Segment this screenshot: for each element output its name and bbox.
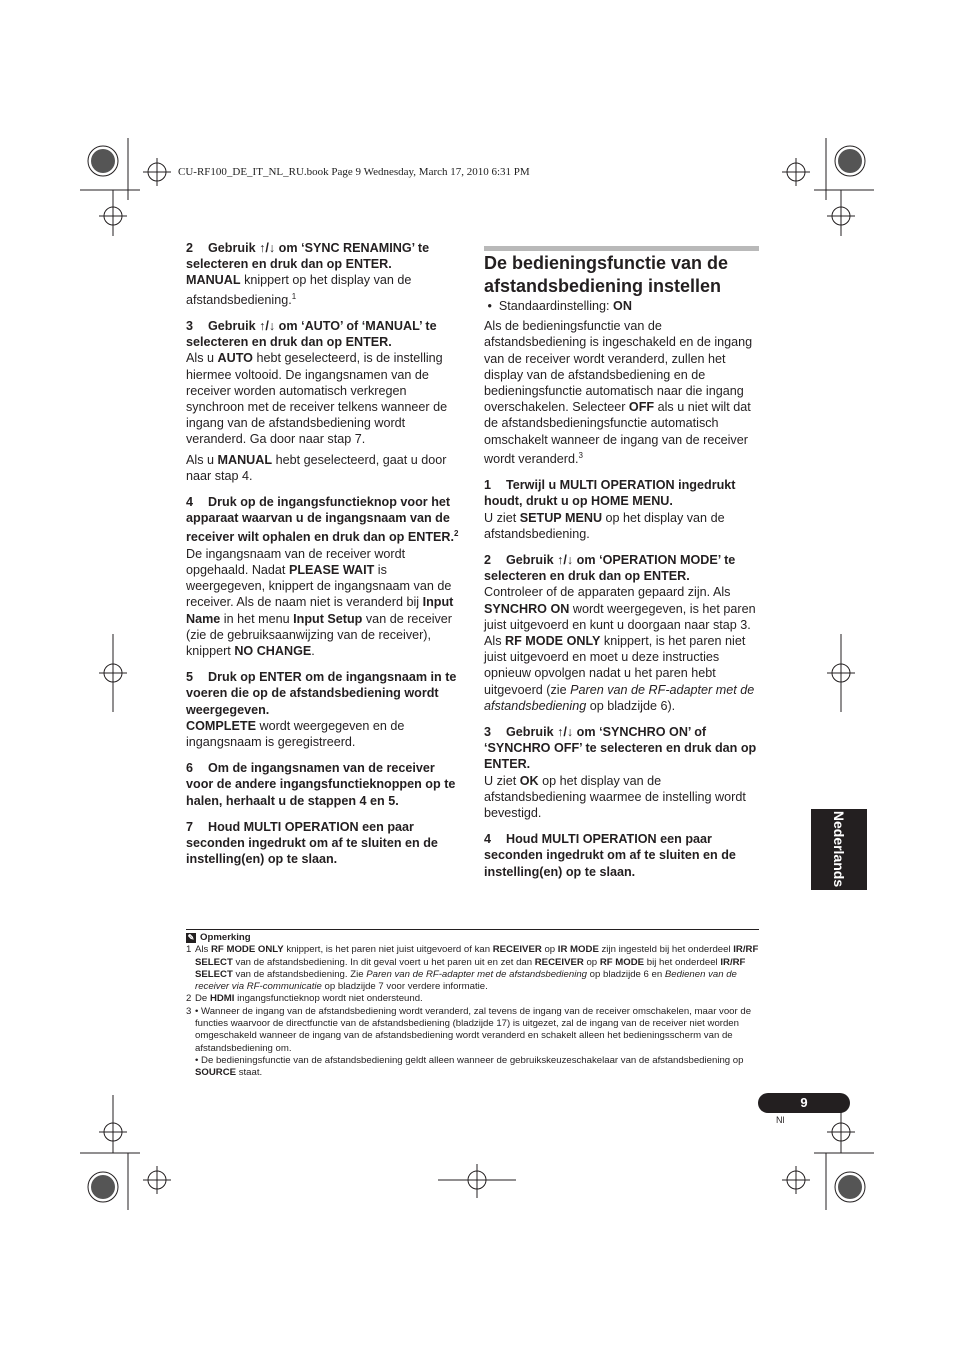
step-heading	[186, 318, 461, 350]
step-number: 4	[186, 495, 194, 510]
text-run: als u niet wilt dat de afstandsbedieningsfunctie automatisch omschakelt wanneer de ingang van de receiver wordt veranderd.	[484, 400, 751, 467]
text-run: ingangsfunctieknop wordt niet ondersteund.	[234, 993, 423, 1005]
step-body	[186, 718, 461, 750]
step-body	[484, 510, 759, 542]
text-run: SYNCHRO ON	[484, 601, 570, 616]
footnote-number: 3	[186, 1005, 192, 1017]
text-run: 1	[291, 291, 297, 301]
notes-section	[186, 932, 761, 1080]
step-heading-text: Gebruik ↑/↓ om ‘AUTO’ of ‘MANUAL’ te selecteren en druk dan op ENTER.	[186, 319, 437, 350]
text-run: U ziet	[484, 510, 520, 525]
text-run: Bedienen van de receiver via RF-communicatie	[195, 968, 737, 993]
step-heading-text: Gebruik ↑/↓ om ‘OPERATION MODE’ te selecteren en druk dan op ENTER.	[484, 553, 736, 584]
text-run: Als u	[186, 452, 218, 467]
step-body	[186, 546, 461, 659]
text-run: IR MODE	[557, 944, 599, 956]
text-run: RF MODE	[599, 956, 645, 968]
text-run: Input Setup	[293, 611, 363, 626]
text-run: op bladzijde 6 en	[587, 968, 665, 980]
text-run: .	[311, 644, 315, 659]
text-run: knippert, is het paren niet juist uitgevoerd en moet u deze instructies opnieuw opvolgen nadat u het paren hebt uitgevoerd (zie	[484, 634, 746, 697]
step-heading	[484, 831, 759, 880]
text-run: PLEASE WAIT	[288, 563, 375, 578]
step-number: 4	[484, 832, 492, 847]
text-run: van de afstandsbediening. In dit geval voert u het paren uit en zet dan	[232, 956, 535, 968]
text-run: OFF	[628, 400, 655, 415]
book-info-line: CU-RF100_DE_IT_NL_RU.book Page 9 Wednesday, March 17, 2010 6:31 PM	[178, 166, 530, 178]
step-number: 3	[186, 319, 194, 333]
text-run: in het menu	[220, 611, 294, 626]
section-title: De bedieningsfunctie van de afstandsbediening instellen	[484, 253, 729, 296]
step-number: 5	[186, 670, 194, 685]
step-heading-text: Druk op de ingangsfunctieknop voor het apparaat waarvan u de ingangsnaam van de receiver wilt ophalen en druk dan op ENTER.	[186, 495, 455, 545]
step-number: 3	[484, 725, 492, 740]
step-number: 2	[186, 241, 194, 255]
text-run: De ingangsnaam van de receiver wordt opgehaald. Nadat	[186, 546, 406, 578]
step-heading	[484, 724, 759, 773]
text-run: RF MODE ONLY	[211, 944, 284, 956]
footnote	[186, 944, 761, 993]
text-run: AUTO	[217, 351, 253, 366]
text-run: wordt weergegeven en de ingangsnaam is geregistreerd.	[186, 718, 405, 750]
text-run: Controleer of de apparaten gepaard zijn. Als	[484, 585, 731, 600]
page-number: 9	[758, 1093, 850, 1113]
right-column	[484, 298, 759, 880]
text-run: wordt weergegeven, is het paren juist uitgevoerd en kunt u doorgaan naar stap 3. Als	[484, 601, 756, 649]
text-run: Input Name	[186, 595, 454, 626]
step-heading	[186, 494, 461, 546]
step-heading-text: Gebruik ↑/↓ om ‘SYNC RENAMING’ te selecteren en druk dan op ENTER.	[186, 241, 430, 272]
text-run: van de afstandsbediening. Zie	[232, 968, 367, 980]
text-run: U ziet	[484, 773, 520, 788]
text-run: knippert op het display van de afstandsbediening.	[186, 273, 412, 307]
step-number: 2	[484, 553, 492, 568]
right-steps	[484, 477, 759, 880]
text-run: RECEIVER	[492, 944, 542, 956]
footnote-number: 1	[186, 944, 192, 956]
text-run: op	[541, 944, 558, 956]
footnote	[186, 1055, 761, 1080]
step-body	[484, 584, 759, 714]
language-code: Nl	[776, 1115, 785, 1125]
text-run: op bladzijde 6).	[586, 698, 676, 713]
step-heading-text: Gebruik ↑/↓ om ‘SYNCHRO ON’ of ‘SYNCHRO OFF’ te selecteren en druk dan op ENTER.	[484, 725, 757, 772]
text-run: op het display van de afstandsbediening waarmee de instelling wordt bevestigd.	[484, 773, 746, 821]
footnote-number: 2	[186, 993, 192, 1005]
step-heading	[186, 669, 461, 718]
step-number: 6	[186, 761, 194, 776]
text-run: hebt geselecteerd, is de instelling hiermee voltooid. De ingangsnamen van de receiver worden automatisch verkregen synchroon met de receiver telkens wanneer de ingang van de afstandsbediening wordt veranderd. Ga door naar stap 7.	[186, 351, 448, 447]
text-run: zijn ingesteld bij het onderdeel	[598, 944, 734, 956]
step-heading	[186, 240, 461, 272]
text-run: bij het onderdeel	[644, 956, 721, 968]
text-run: van de receiver (zie de gebruiksaanwijzing van de receiver), knippert	[186, 611, 452, 659]
default-setting: • Standaardinstelling: ON	[484, 299, 632, 313]
text-run: op het display van de afstandsbediening.	[484, 510, 725, 541]
text-run: Paren van de RF-adapter met de afstandsbediening	[366, 968, 587, 980]
step-body	[186, 452, 461, 484]
step-body	[484, 773, 759, 822]
notes-rule	[186, 929, 759, 930]
text-run: is weergegeven, knippert de ingangsnaam van de receiver. Als de naam niet is veranderd bij	[186, 563, 452, 610]
text-run: Als de bedieningsfunctie van de afstandsbediening is ingeschakeld en de ingang van de receiver wordt veranderd, zullen het display van de afstandsbediening en de bedieningsfunctie automatisch naar die ingang overschakelen. Selecteer	[484, 319, 753, 415]
text-run: COMPLETE	[186, 718, 256, 733]
notes-heading: Opmerking	[200, 932, 251, 943]
step-heading	[484, 552, 759, 584]
step-heading-text: Om de ingangsnamen van de receiver voor de andere ingangsfunctieknoppen op te halen, herhaalt u de stappen 4 en 5.	[186, 761, 456, 808]
text-run: De	[195, 993, 210, 1005]
step-heading-text: Druk op ENTER om de ingangsnaam in te voeren die op de afstandsbediening wordt weergegeven.	[186, 670, 457, 717]
text-run: Paren van de RF-adapter met de afstandsbediening	[484, 682, 755, 713]
text-run: HDMI	[209, 993, 235, 1005]
step-heading-text: Terwijl u MULTI OPERATION ingedrukt houdt, drukt u op HOME MENU.	[484, 478, 736, 509]
left-column	[186, 240, 461, 867]
text-run: 3	[578, 450, 583, 460]
text-run: SETUP MENU	[519, 510, 603, 525]
text-run: Als u	[186, 351, 218, 366]
text-run: IR/RF SELECT	[195, 956, 746, 980]
section-bar	[484, 246, 759, 251]
note-icon: ✎	[187, 933, 195, 943]
text-run: SOURCE	[195, 1067, 237, 1079]
section-intro	[484, 318, 759, 467]
text-run: MANUAL	[186, 273, 241, 288]
text-run: Als	[195, 944, 211, 956]
step-number: 1	[484, 478, 492, 493]
step-number: 7	[186, 819, 194, 834]
text-run: IR/RF SELECT	[195, 944, 759, 968]
text-run: OK	[519, 773, 539, 788]
step-body	[186, 350, 461, 447]
text-run: knippert, is het paren niet juist uitgevoerd of kan	[283, 944, 493, 956]
text-run: NO CHANGE	[234, 644, 312, 659]
step-heading	[186, 760, 461, 809]
text-run: • De bedieningsfunctie van de afstandsbediening geldt alleen wanneer de gebruikskeuzeschakelaar van de afstandsbediening op	[195, 1054, 744, 1066]
step-body	[186, 272, 461, 308]
footnote	[186, 1006, 761, 1055]
step-heading	[186, 819, 461, 868]
text-run: MANUAL	[217, 452, 273, 467]
step-heading-text: Houd MULTI OPERATION een paar seconden ingedrukt om af te sluiten en de instelling(en) op te slaan.	[484, 832, 736, 879]
text-run: hebt geselecteerd, gaat u door naar stap 4.	[186, 452, 447, 483]
footnote-ref: 2	[454, 529, 459, 539]
text-run: • Wanneer de ingang van de afstandsbediening wordt veranderd, zal tevens de ingang van de receiver omschakelen, maar voor de functies waarvoor de directfunctie van de afstandsbediening (bladzijde 17) is uitgezet, zal de ingang van de receiver niet worden omgeschakeld wanneer de ingang van de afstandsbediening wordt veranderd en schakelt alleen het bedieningsscherm van de afstandsbediening om.	[195, 1005, 752, 1054]
text-run: RECEIVER	[534, 956, 584, 968]
step-heading-text: Houd MULTI OPERATION een paar seconden ingedrukt om af te sluiten en de instelling(en) op te slaan.	[186, 819, 438, 867]
text-run: op	[583, 956, 600, 968]
step-heading	[484, 477, 759, 509]
text-run: op bladzijde 7 voor verdere informatie.	[321, 981, 488, 993]
text-run: staat.	[236, 1067, 263, 1079]
language-side-tab: Nederlands	[811, 809, 867, 890]
text-run: RF MODE ONLY	[505, 634, 601, 649]
footnote	[186, 993, 761, 1005]
